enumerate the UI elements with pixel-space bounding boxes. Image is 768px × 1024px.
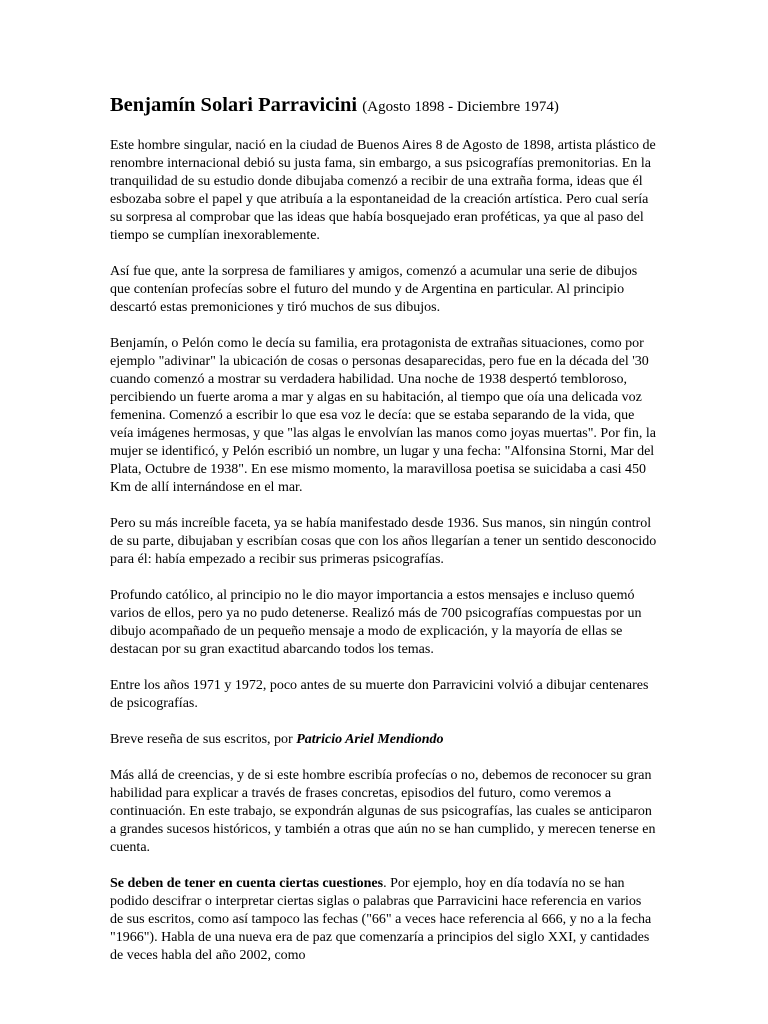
paragraph-considerations (110, 875, 658, 965)
review-author: Patricio Ariel Mendiondo (296, 732, 444, 747)
considerations-lead: Se deben de tener en cuenta ciertas cuestiones (110, 876, 384, 891)
considerations-text: . Por ejemplo, hoy en día todavía no se han podido descifrar o interpretar ciertas siglas o palabras que Parravicini hace referencia en varios de sus escritos, como así tampoco las fechas ("66" a veces hace referencia al 666, y no a la fecha "1966"). Habla de una nueva era de paz que comenzaría a principios del siglo XXI, y cantidades de veces habla del año 2002, como (110, 876, 652, 963)
title-dates: (Agosto 1898 - Diciembre 1974) (362, 99, 559, 115)
review-prefix: Breve reseña de sus escritos, por (110, 732, 297, 747)
paragraph-faceta: Pero su más increíble faceta, ya se había manifestado desde 1936. Sus manos, sin ningún control de su parte, dibujaban y escribían cosas que con los años llegarían a tener un sentido desconocido para él: había empezado a recibir sus primeras psicografías. (110, 516, 657, 567)
paragraph-intro: Más allá de creencias, y de si este hombre escribía profecías o no, debemos de reconocer su gran habilidad para explicar a través de frases concretas, episodios del futuro, como veremos a continuación. En este trabajo, se expondrán algunas de sus psicografías, las cuales se anticiparon a grandes sucesos históricos, y también a otras que aún no se han cumplido, y merecen tenerse en cuenta. (110, 768, 656, 855)
document-content (110, 93, 658, 965)
title-name: Benjamín Solari Parravicini (110, 94, 358, 116)
page-title (110, 93, 658, 119)
paragraph-pelon: Benjamín, o Pelón como le decía su familia, era protagonista de extrañas situaciones, como por ejemplo "adivinar" la ubicación de cosas o personas desaparecidas, pero fue en la década del '30 cuando comenzó a mostrar su verdadera habilidad. Una noche de 1938 despertó tembloroso, percibiendo un fuerte aroma a mar y algas en su habitación, al tiempo que oía una delicada voz femenina. Comenzó a escribir lo que esa voz le decía: que se estaba separando de la vida, que veía imágenes hermosas, y que "las algas le envolvían las manos como joyas muertas". Por fin, la mujer se identificó, y Pelón escribió un nombre, un lugar y una fecha: "Alfonsina Storni, Mar del Plata, Octubre de 1938". En ese mismo momento, la maravillosa poetisa se suicidaba a casi 450 Km de allí internándose en el mar. (110, 336, 657, 495)
paragraph-collection: Así fue que, ante la sorpresa de familiares y amigos, comenzó a acumular una serie de dibujos que contenían profecías sobre el futuro del mundo y de Argentina en particular. Al principio descartó estas premoniciones y tiró muchos de sus dibujos. (110, 264, 638, 315)
paragraph-birth: Este hombre singular, nació en la ciudad de Buenos Aires 8 de Agosto de 1898, artista plástico de renombre internacional debió su justa fama, sin embargo, a sus psicografías premonitorias. En la tranquilidad de su estudio donde dibujaba comenzó a recibir de una extraña forma, ideas que él esbozaba sobre el papel y que atribuía a la espontaneidad de la creación artística. Pero cual sería su sorpresa al comprobar que las ideas que había bosquejado eran proféticas, ya que al paso del tiempo se cumplían inexorablemente. (110, 138, 656, 243)
paragraph-final-years: Entre los años 1971 y 1972, poco antes de su muerte don Parravicini volvió a dibujar centenares de psicografías. (110, 678, 649, 711)
review-heading (110, 731, 658, 749)
paragraph-catolico: Profundo católico, al principio no le dio mayor importancia a estos mensajes e incluso quemó varios de ellos, pero ya no pudo detenerse. Realizó más de 700 psicografías compuestas por un dibujo acompañado de un pequeño mensaje a modo de explicación, y la mayoría de ellas se destacan por su gran exactitud abarcando todos los temas. (110, 588, 642, 657)
